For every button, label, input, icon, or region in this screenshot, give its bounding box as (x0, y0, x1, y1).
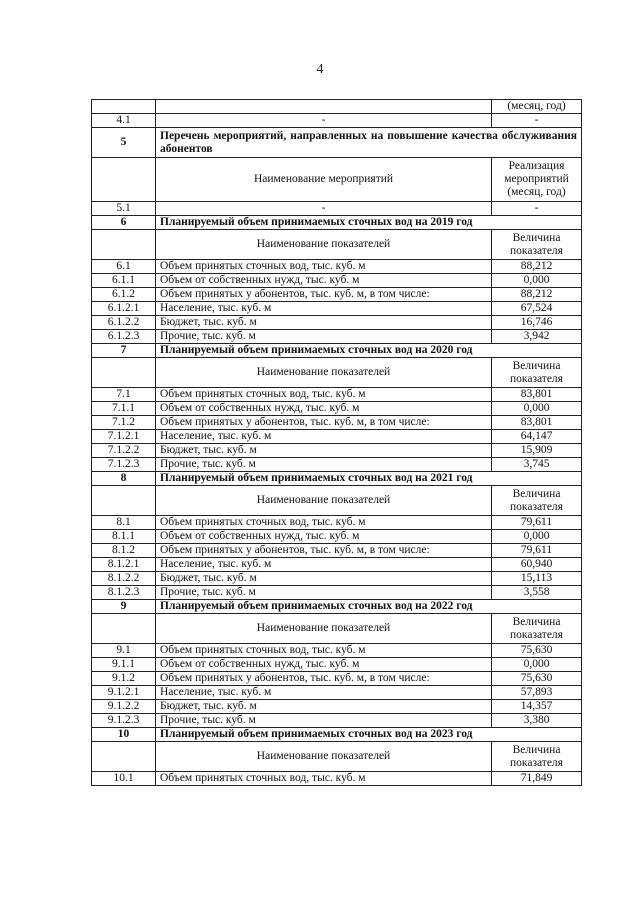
row-number-cell: 7.1.2.3 (92, 458, 156, 472)
row-value-cell: 3,558 (492, 586, 582, 600)
row-value-cell: - (492, 202, 582, 216)
row-number-cell: 8.1.2.2 (92, 572, 156, 586)
table-row (92, 388, 582, 402)
column-header-row (92, 742, 582, 772)
row-value-cell: 14,357 (492, 700, 582, 714)
row-value-cell: 83,801 (492, 416, 582, 430)
row-number-cell: 5.1 (92, 202, 156, 216)
header-number-cell (92, 230, 156, 260)
row-label-cell: Бюджет, тыс. куб. м (156, 700, 492, 714)
row-label-cell: Население, тыс. куб. м (156, 302, 492, 316)
row-value-cell: 67,524 (492, 302, 582, 316)
row-number-cell: 6.1.2 (92, 288, 156, 302)
section-number: 7 (92, 344, 156, 358)
row-value-cell: 0,000 (492, 658, 582, 672)
header-value-cell: Величина показателя (492, 358, 582, 388)
row-label-cell: Прочие, тыс. куб. м (156, 714, 492, 728)
row-label-cell: Объем принятых сточных вод, тыс. куб. м (156, 388, 492, 402)
row-value-cell: 3,380 (492, 714, 582, 728)
row-number-cell: 9.1.2.3 (92, 714, 156, 728)
row-value-cell: 0,000 (492, 530, 582, 544)
table-row (92, 302, 582, 316)
row-value-cell: 3,942 (492, 330, 582, 344)
header-number-cell (92, 614, 156, 644)
row-label-cell: Объем принятых сточных вод, тыс. куб. м (156, 260, 492, 274)
table-row (92, 100, 582, 114)
row-number-cell: 6.1.2.2 (92, 316, 156, 330)
column-header-row (92, 230, 582, 260)
table-row (92, 530, 582, 544)
table-row (92, 586, 582, 600)
row-number-cell (92, 100, 156, 114)
document-table-body (92, 100, 582, 786)
row-value-cell: 75,630 (492, 644, 582, 658)
row-label-cell: Объем от собственных нужд, тыс. куб. м (156, 274, 492, 288)
row-value-cell: 3,745 (492, 458, 582, 472)
section-title: Планируемый объем принимаемых сточных вод на 2022 год (156, 600, 582, 614)
row-number-cell: 8.1.2.1 (92, 558, 156, 572)
header-value-cell: Величина показателя (492, 230, 582, 260)
row-label-cell: Объем принятых сточных вод, тыс. куб. м (156, 516, 492, 530)
column-header-row (92, 158, 582, 202)
row-number-cell: 9.1.2.2 (92, 700, 156, 714)
section-title: Перечень мероприятий, направленных на повышение качества обслуживания абонентов (156, 128, 582, 158)
header-number-cell (92, 742, 156, 772)
row-label-cell: Население, тыс. куб. м (156, 686, 492, 700)
table-row (92, 202, 582, 216)
row-number-cell: 7.1.2 (92, 416, 156, 430)
row-value-cell: 57,893 (492, 686, 582, 700)
row-value-cell: 79,611 (492, 544, 582, 558)
row-label-cell: Бюджет, тыс. куб. м (156, 316, 492, 330)
row-label-cell: - (156, 114, 492, 128)
row-label-cell: Бюджет, тыс. куб. м (156, 444, 492, 458)
section-title: Планируемый объем принимаемых сточных вод на 2021 год (156, 472, 582, 486)
header-number-cell (92, 158, 156, 202)
table-row (92, 516, 582, 530)
header-name-cell: Наименование показателей (156, 742, 492, 772)
row-label-cell: Прочие, тыс. куб. м (156, 586, 492, 600)
table-row (92, 658, 582, 672)
row-number-cell: 6.1 (92, 260, 156, 274)
row-label-cell: Объем принятых у абонентов, тыс. куб. м, в том числе: (156, 288, 492, 302)
table-row (92, 644, 582, 658)
section-number: 6 (92, 216, 156, 230)
row-label-cell: Прочие, тыс. куб. м (156, 330, 492, 344)
row-number-cell: 6.1.2.3 (92, 330, 156, 344)
row-label-cell: Объем от собственных нужд, тыс. куб. м (156, 530, 492, 544)
row-label-cell: Бюджет, тыс. куб. м (156, 572, 492, 586)
section-heading-row (92, 344, 582, 358)
row-label-cell: Население, тыс. куб. м (156, 430, 492, 444)
row-number-cell: 9.1.1 (92, 658, 156, 672)
row-label-cell: Прочие, тыс. куб. м (156, 458, 492, 472)
row-number-cell: 8.1.2.3 (92, 586, 156, 600)
row-number-cell: 9.1 (92, 644, 156, 658)
row-value-cell: - (492, 114, 582, 128)
header-value-cell: Реализация мероприятий (месяц, год) (492, 158, 582, 202)
header-name-cell: Наименование показателей (156, 230, 492, 260)
section-heading-row (92, 216, 582, 230)
table-row (92, 416, 582, 430)
column-header-row (92, 486, 582, 516)
row-number-cell: 6.1.2.1 (92, 302, 156, 316)
row-label-cell: Население, тыс. куб. м (156, 558, 492, 572)
table-row (92, 544, 582, 558)
row-number-cell: 9.1.2.1 (92, 686, 156, 700)
row-label-cell: Объем принятых сточных вод, тыс. куб. м (156, 644, 492, 658)
section-title: Планируемый объем принимаемых сточных вод на 2020 год (156, 344, 582, 358)
table-row (92, 686, 582, 700)
section-title: Планируемый объем принимаемых сточных вод на 2019 год (156, 216, 582, 230)
row-label-cell (156, 100, 492, 114)
table-row (92, 458, 582, 472)
document-table (91, 99, 582, 786)
row-number-cell: 6.1.1 (92, 274, 156, 288)
row-number-cell: 8.1.1 (92, 530, 156, 544)
table-row (92, 444, 582, 458)
row-number-cell: 4.1 (92, 114, 156, 128)
row-value-cell: 0,000 (492, 274, 582, 288)
row-value-cell: 16,746 (492, 316, 582, 330)
table-row (92, 316, 582, 330)
section-number: 10 (92, 728, 156, 742)
section-heading-row (92, 728, 582, 742)
column-header-row (92, 614, 582, 644)
header-value-cell: Величина показателя (492, 486, 582, 516)
section-heading-row (92, 472, 582, 486)
page-number: 4 (316, 62, 324, 77)
table-row (92, 274, 582, 288)
row-label-cell: Объем от собственных нужд, тыс. куб. м (156, 658, 492, 672)
header-number-cell (92, 358, 156, 388)
header-name-cell: Наименование показателей (156, 614, 492, 644)
table-row (92, 288, 582, 302)
row-label-cell: - (156, 202, 492, 216)
row-number-cell: 10.1 (92, 772, 156, 786)
header-value-cell: Величина показателя (492, 742, 582, 772)
section-number: 5 (92, 128, 156, 158)
table-row (92, 672, 582, 686)
column-header-row (92, 358, 582, 388)
row-label-cell: Объем принятых у абонентов, тыс. куб. м, в том числе: (156, 544, 492, 558)
row-value-cell: 15,113 (492, 572, 582, 586)
table-row (92, 330, 582, 344)
section-heading-row (92, 128, 582, 158)
header-name-cell: Наименование показателей (156, 358, 492, 388)
row-number-cell: 9.1.2 (92, 672, 156, 686)
table-row (92, 700, 582, 714)
row-value-cell: 79,611 (492, 516, 582, 530)
table-row (92, 430, 582, 444)
row-number-cell: 7.1.1 (92, 402, 156, 416)
row-value-cell: 15,909 (492, 444, 582, 458)
header-name-cell: Наименование мероприятий (156, 158, 492, 202)
row-value-cell: 75,630 (492, 672, 582, 686)
header-number-cell (92, 486, 156, 516)
row-value-cell: (месяц, год) (492, 100, 582, 114)
row-value-cell: 88,212 (492, 288, 582, 302)
row-number-cell: 7.1 (92, 388, 156, 402)
row-label-cell: Объем от собственных нужд, тыс. куб. м (156, 402, 492, 416)
row-value-cell: 83,801 (492, 388, 582, 402)
row-number-cell: 7.1.2.2 (92, 444, 156, 458)
row-value-cell: 88,212 (492, 260, 582, 274)
section-heading-row (92, 600, 582, 614)
table-row (92, 558, 582, 572)
header-value-cell: Величина показателя (492, 614, 582, 644)
table-row (92, 572, 582, 586)
row-value-cell: 60,940 (492, 558, 582, 572)
row-number-cell: 8.1.2 (92, 544, 156, 558)
section-number: 8 (92, 472, 156, 486)
section-title: Планируемый объем принимаемых сточных вод на 2023 год (156, 728, 582, 742)
row-label-cell: Объем принятых у абонентов, тыс. куб. м, в том числе: (156, 672, 492, 686)
row-label-cell: Объем принятых сточных вод, тыс. куб. м (156, 772, 492, 786)
row-value-cell: 64,147 (492, 430, 582, 444)
row-label-cell: Объем принятых у абонентов, тыс. куб. м, в том числе: (156, 416, 492, 430)
table-row (92, 714, 582, 728)
table-row (92, 772, 582, 786)
row-number-cell: 7.1.2.1 (92, 430, 156, 444)
row-value-cell: 71,849 (492, 772, 582, 786)
table-row (92, 260, 582, 274)
row-value-cell: 0,000 (492, 402, 582, 416)
row-number-cell: 8.1 (92, 516, 156, 530)
header-name-cell: Наименование показателей (156, 486, 492, 516)
section-number: 9 (92, 600, 156, 614)
table-row (92, 114, 582, 128)
table-row (92, 402, 582, 416)
